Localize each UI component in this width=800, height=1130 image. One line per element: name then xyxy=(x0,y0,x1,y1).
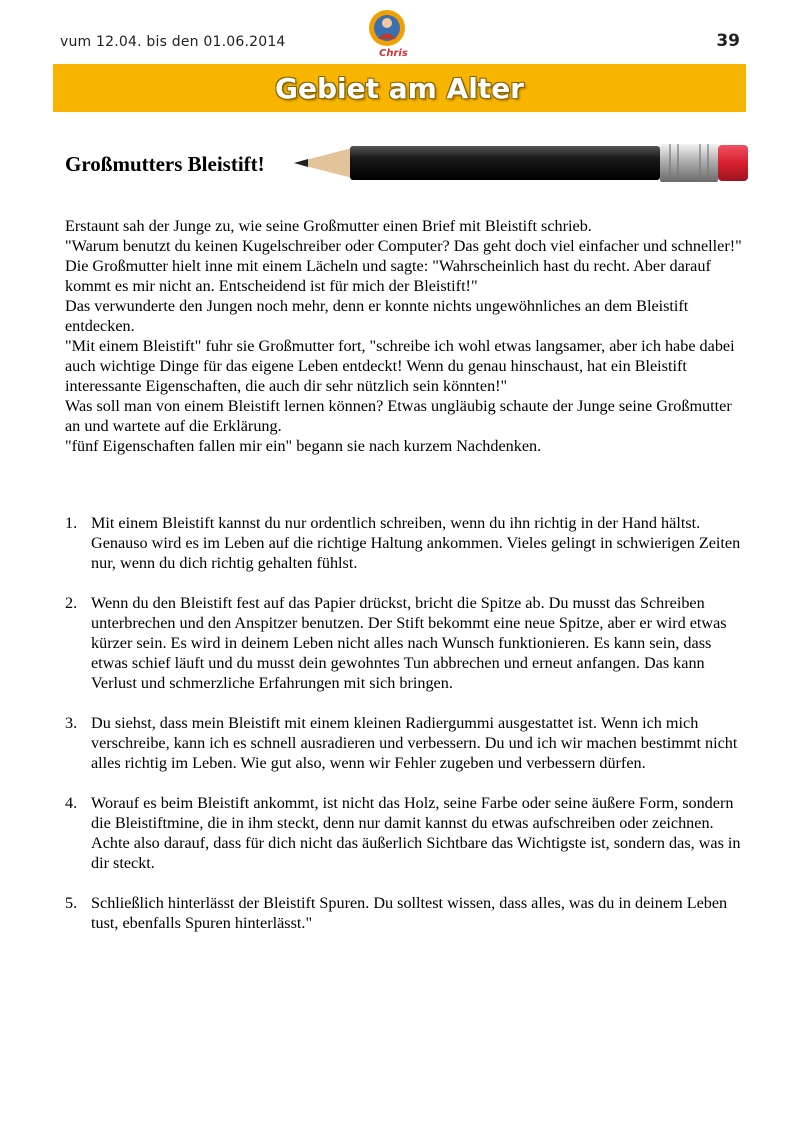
pencil-image xyxy=(292,140,752,192)
story-paragraph: Was soll man von einem Bleistift lernen können? Etwas ungläubig schaute der Junge seine Großmutter an und wartete auf die Erklärung. xyxy=(65,397,732,435)
header-date-range: vum 12.04. bis den 01.06.2014 xyxy=(60,34,286,50)
pencil-lead xyxy=(294,159,308,167)
story-paragraph: Erstaunt sah der Junge zu, wie seine Großmutter einen Brief mit Bleistift schrieb. xyxy=(65,217,592,235)
list-item-text: Wenn du den Bleistift fest auf das Papier drückst, bricht die Spitze ab. Du musst das Schreiben unterbrechen und den Anspitzer benutzen. Der Stift bekommt eine neue Spitze, aber er wird etwas kürzer sein. Es wird in deinem Leben nicht alles nach Wunsch funktionieren. Es kann sein, dass etwas schief läuft und du musst dein gewohntes Tun abbrechen und erneut anfangen. Das kann Verlust und schmerzliche Erfahrungen mit sich bringen. xyxy=(91,594,727,692)
list-item-number: 3. xyxy=(65,714,78,732)
logo-face xyxy=(382,18,392,28)
list-item-number: 5. xyxy=(65,894,78,912)
pencil-eraser xyxy=(718,145,748,181)
list-item-text: Worauf es beim Bleistift ankommt, ist nicht das Holz, seine Farbe oder seine äußere Form, sondern die Bleistiftmine, die in ihm steckt, denn nur damit kannst du etwas aufschreiben oder zeichnen. Achte also darauf, dass für dich nicht das äußerlich Sichtbare das Wichtigste ist, sondern das, was in dir steckt. xyxy=(91,794,741,872)
story-paragraph: Die Großmutter hielt inne mit einem Lächeln und sagte: "Wahrscheinlich hast du recht. Aber darauf kommt es mir nicht an. Entscheidend ist für mich der Bleistift!" xyxy=(65,257,711,295)
properties-list xyxy=(65,513,745,953)
story-paragraph: "Warum benutzt du keinen Kugelschreiber oder Computer? Das geht doch viel einfacher und schneller!" xyxy=(65,237,742,255)
story-paragraph: "Mit einem Bleistift" fuhr sie Großmutter fort, "schreibe ich wohl etwas langsamer, aber ich habe dabei auch wichtige Dinge für das eigene Leben entdeckt! Wenn du genau hinschaust, hat ein Bleistift interessante Eigenschaften, die auch dir sehr nützlich sein könnten!" xyxy=(65,337,735,395)
story-title: Großmutters Bleistift! xyxy=(65,152,265,176)
list-item-text: Mit einem Bleistift kannst du nur ordentlich schreiben, wenn du ihn richtig in der Hand hältst. Genauso wird es im Leben auf die richtige Haltung ankommen. Vieles gelingt in schwierigen Zeiten nur, wenn du dich richtig gehalten fühlst. xyxy=(91,514,741,572)
list-item xyxy=(65,893,745,933)
list-item-text: Du siehst, dass mein Bleistift mit einem kleinen Radiergummi ausgestattet ist. Wenn ich mich verschreibe, kann ich es schnell ausradieren und verbessern. Du und ich wir machen bestimmt nicht alles richtig im Leben. Wie gut also, wenn wir Fehler zugeben und verbessern dürfen. xyxy=(91,714,738,772)
list-item-number: 2. xyxy=(65,594,78,612)
logo xyxy=(365,6,425,66)
section-banner xyxy=(53,64,746,112)
story-paragraph: "fünf Eigenschaften fallen mir ein" begann sie nach kurzem Nachdenken. xyxy=(65,437,542,455)
list-item-number: 4. xyxy=(65,794,78,812)
page-number: 39 xyxy=(716,31,740,51)
list-item xyxy=(65,513,745,573)
list-item xyxy=(65,793,745,873)
list-item xyxy=(65,593,745,693)
banner-title: Gebiet am Alter xyxy=(274,71,524,105)
list-item-number: 1. xyxy=(65,514,78,532)
story-intro xyxy=(65,216,745,456)
pencil-ferrule xyxy=(660,144,718,182)
list-item xyxy=(65,713,745,773)
list-item-text: Schließlich hinterlässt der Bleistift Spuren. Du solltest wissen, dass alles, was du in deinem Leben tust, ebenfalls Spuren hinterlässt." xyxy=(91,894,728,932)
logo-wordmark: Chris xyxy=(379,48,408,59)
pencil-body xyxy=(350,146,660,180)
story-paragraph: Das verwunderte den Jungen noch mehr, denn er konnte nichts ungewöhnliches an dem Bleistift entdecken. xyxy=(65,297,689,335)
